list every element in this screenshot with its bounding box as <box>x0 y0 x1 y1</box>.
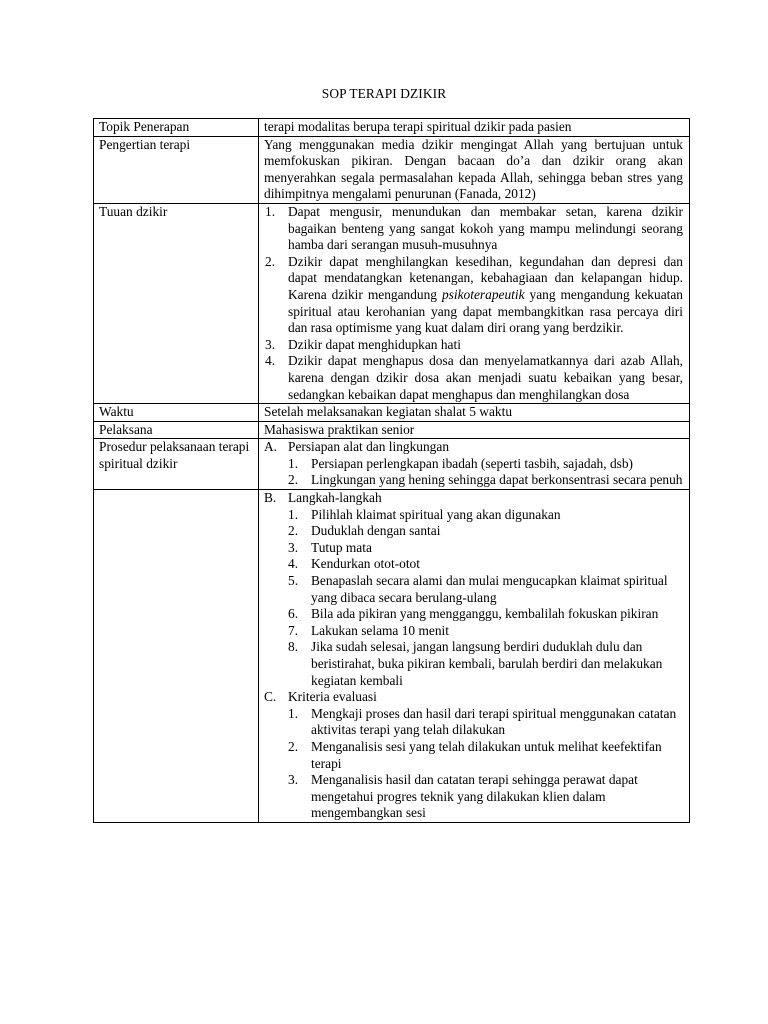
list-text: Benapaslah secara alami dan mulai mengucapkan klaimat spiritual yang dibaca secara berulang-ulang <box>311 573 668 605</box>
row-label: Pengertian terapi <box>94 136 259 203</box>
list-item <box>264 353 683 403</box>
italic-term: psikoterapeutik <box>441 286 525 302</box>
list-item <box>264 573 683 606</box>
section-title: Persiapan alat dan lingkungan <box>288 439 450 455</box>
row-value <box>259 439 690 490</box>
section-marker: C. <box>264 689 277 705</box>
list-number: 2. <box>288 472 299 488</box>
list-item <box>264 472 683 489</box>
section-marker: B. <box>264 490 277 506</box>
list-number: 2. <box>288 738 299 754</box>
list-number: 1. <box>265 203 276 219</box>
section-title: Langkah-langkah <box>288 490 382 506</box>
list-text: Dzikir dapat menghapus dosa dan menyelamatkannya dari azab Allah, karena dengan dzikir dosa akan menjadi suatu kebaikan yang besar, sedangkan kebaikan dapat menghapus dan menghilangkan dosa <box>288 353 683 402</box>
list-item <box>264 540 683 557</box>
list-text: yang mengandung kekuatan spiritual atau kerohanian yang dapat membangkitkan rasa percaya diri dan rasa optimisme yang kuat dalam diri orang yang berdzikir. <box>288 286 683 336</box>
list-item <box>264 639 683 689</box>
row-label: Topik Penerapan <box>94 119 259 137</box>
persiapan-list <box>264 456 683 489</box>
row-label <box>94 490 259 823</box>
table-row-langkah <box>94 490 690 823</box>
list-text: Mengkaji proses dan hasil dari terapi spiritual menggunakan catatan aktivitas terapi yang telah dilakukan <box>311 705 677 738</box>
table-row-tujuan <box>94 203 690 403</box>
list-text: Duduklah dengan santai <box>311 523 441 539</box>
list-text: Menganalisis sesi yang telah dilakukan untuk melihat keefektifan terapi <box>311 738 662 771</box>
list-text: Kendurkan otot-otot <box>311 556 420 572</box>
list-number: 1. <box>288 506 299 522</box>
list-item <box>264 623 683 640</box>
langkah-list <box>264 507 683 690</box>
list-number: 5. <box>288 573 299 589</box>
section-heading <box>264 490 683 507</box>
list-item <box>264 706 683 739</box>
list-item <box>264 523 683 540</box>
row-value: Yang menggunakan media dzikir mengingat Allah yang bertujuan untuk memfokuskan pikiran. Dengan bacaan do’a dan dzikir orang akan menyerahkan segala permasalahan kepada Allah, sehingga beban stres yang dihimpitnya mengalami penurunan (Fanada, 2012) <box>259 136 690 203</box>
table-row-pelaksana <box>94 421 690 439</box>
row-label: Waktu <box>94 404 259 422</box>
tujuan-list <box>264 204 683 403</box>
list-text: Dapat mengusir, menundukan dan membakar setan, karena dzikir bagaikan benteng yang sangat kokoh yang mampu melindungi seorang hamba dari serangan musuh-musuhnya <box>288 203 683 253</box>
list-item <box>264 606 683 623</box>
list-text: Jika sudah selesai, jangan langsung berdiri duduklah dulu dan beristirahat, buka pikiran kembali, barulah berdiri dan melakukan kegiatan kembali <box>311 639 663 688</box>
section-marker: A. <box>264 439 278 455</box>
list-item <box>264 556 683 573</box>
row-value <box>259 490 690 823</box>
list-item <box>264 204 683 254</box>
table-row-topik <box>94 119 690 137</box>
list-text: Bila ada pikiran yang mengganggu, kembalilah fokuskan pikiran <box>311 606 659 622</box>
section-heading <box>264 439 683 456</box>
row-value: Setelah melaksanakan kegiatan shalat 5 waktu <box>259 404 690 422</box>
row-label: Tuuan dzikir <box>94 203 259 403</box>
section-heading <box>264 689 683 706</box>
row-value: terapi modalitas berupa terapi spiritual dzikir pada pasien <box>259 119 690 137</box>
table-row-pengertian <box>94 136 690 203</box>
list-text: Lingkungan yang hening sehingga dapat berkonsentrasi secara penuh <box>311 472 683 488</box>
list-number: 2. <box>288 523 299 539</box>
list-number: 6. <box>288 606 299 622</box>
list-item <box>264 456 683 473</box>
table-row-waktu <box>94 404 690 422</box>
row-value: Mahasiswa praktikan senior <box>259 421 690 439</box>
list-number: 1. <box>288 455 299 471</box>
list-item <box>264 254 683 337</box>
list-number: 4. <box>288 556 299 572</box>
list-text: Lakukan selama 10 menit <box>311 622 449 638</box>
list-item <box>264 739 683 772</box>
list-text: Pilihlah klaimat spiritual yang akan digunakan <box>311 506 561 522</box>
list-item <box>264 337 683 354</box>
list-number: 2. <box>265 253 276 269</box>
list-number: 1. <box>288 705 299 721</box>
list-number: 8. <box>288 639 299 655</box>
section-title: Kriteria evaluasi <box>288 689 377 705</box>
list-number: 4. <box>265 353 276 369</box>
list-number: 7. <box>288 622 299 638</box>
list-number: 3. <box>265 336 276 352</box>
list-text: Persiapan perlengkapan ibadah (seperti tasbih, sajadah, dsb) <box>311 455 634 471</box>
list-number: 3. <box>288 772 299 788</box>
sop-table <box>93 118 690 823</box>
list-text: Tutup mata <box>311 539 372 555</box>
list-text: Dzikir dapat menghidupkan hati <box>288 336 461 352</box>
list-item <box>264 772 683 822</box>
row-label: Prosedur pelaksanaan terapi spiritual dzikir <box>94 439 259 490</box>
row-value <box>259 203 690 403</box>
list-text: Dzikir dapat menghilangkan kesedihan, kegundahan dan depresi dan dapat mendatangkan ketenangan, kebahagiaan dan kelapangan hidup. Karena dzikir mengandung <box>288 253 683 302</box>
list-text: Menganalisis hasil dan catatan terapi sehingga perawat dapat mengetahui progres teknik yang dilakukan klien dalam mengembangkan sesi <box>311 772 638 821</box>
document-title: SOP TERAPI DZIKIR <box>321 86 447 101</box>
list-item <box>264 507 683 524</box>
list-number: 3. <box>288 539 299 555</box>
evaluasi-list <box>264 706 683 822</box>
row-label: Pelaksana <box>94 421 259 439</box>
table-row-prosedur <box>94 439 690 490</box>
